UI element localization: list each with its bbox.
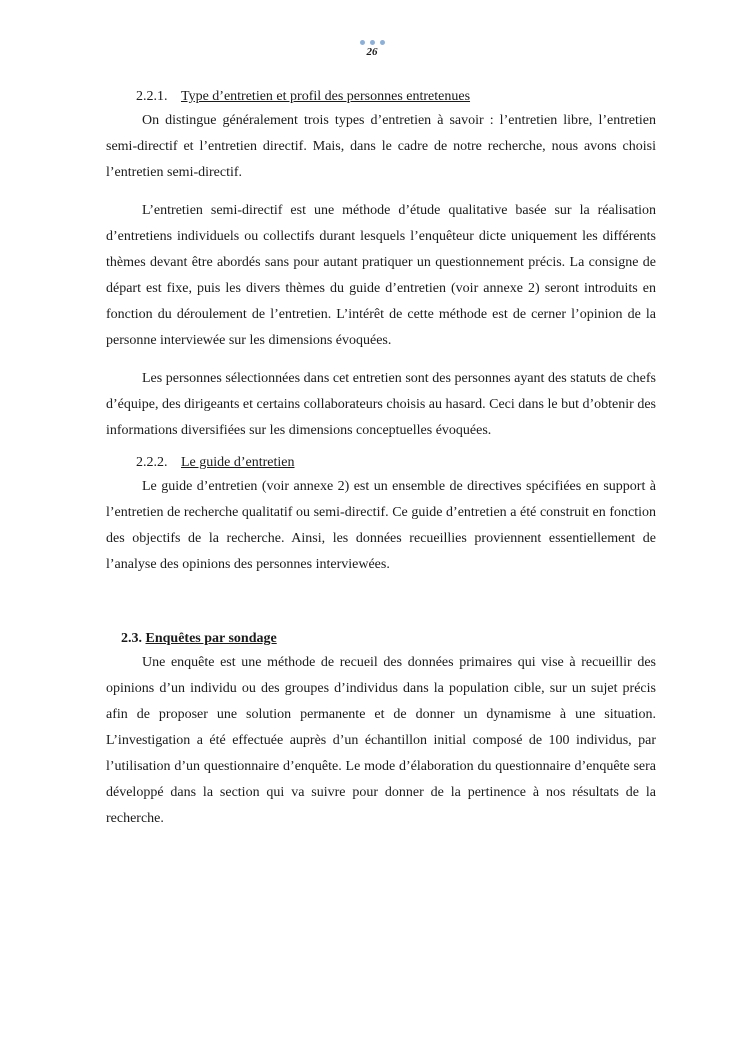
paragraph: L’entretien semi-directif est une méthode d’étude qualitative basée sur la réalisation d’entretiens individuels ou collectifs durant lesquels l’enquêteur dicte uniquement les différents thèmes devant être abordés sans pour autant pratiquer un questionnement précis. La consigne de départ est fixe, puis les divers thèmes du guide d’entretien (voir annexe 2) seront introduits en fonction du déroulement de l’entretien. L’intérêt de cette méthode est de cerner l’opinion de la personne interviewée sur les dimensions évoquées. [106, 203, 656, 348]
dot-icon [360, 40, 365, 45]
paragraph: On distingue généralement trois types d’entretien à savoir : l’entretien libre, l’entretien semi-directif et l’entretien directif. Mais, dans le cadre de notre recherche, nous avons choisi l’entretien semi-directif. [106, 113, 656, 180]
section-heading-2-3 [106, 628, 656, 650]
page-number: 26 [366, 46, 378, 58]
dot-icon [370, 40, 375, 45]
subsection-title: Le guide d’entretien [181, 455, 295, 470]
section-title: Enquêtes par sondage [145, 631, 277, 646]
section-number: 2.3. [121, 631, 142, 646]
page-header [0, 40, 744, 58]
paragraph: Les personnes sélectionnées dans cet entretien sont des personnes ayant des statuts de chefs d’équipe, des dirigeants et certains collaborateurs choisis au hasard. Ceci dans le but d’obtenir des informations diversifiées sur les dimensions conceptuelles évoquées. [106, 371, 656, 438]
subsection-heading-2-2-1 [106, 86, 656, 108]
page-content [106, 86, 656, 832]
paragraph: Une enquête est une méthode de recueil des données primaires qui vise à recueillir des opinions d’un individu ou des groupes d’individus dans la population cible, sur un sujet précis afin de proposer une solution permanente et de donner un dynamisme à une situation. L’investigation a été effectuée auprès d’un échantillon initial composé de 100 individus, par l’utilisation d’un questionnaire d’enquête. Le mode d’élaboration du questionnaire d’enquête sera développé dans la section qui va suivre pour donner de la pertinence à nos résultats de la recherche. [106, 655, 656, 826]
subsection-heading-2-2-2 [106, 452, 656, 474]
paragraph: Le guide d’entretien (voir annexe 2) est un ensemble de directives spécifiées en support à l’entretien de recherche qualitatif ou semi-directif. Ce guide d’entretien a été construit en fonction des objectifs de la recherche. Ainsi, les données recueillies proviennent essentiellement de l’analyse des opinions des personnes interviewées. [106, 479, 656, 572]
subsection-number: 2.2.2. [136, 455, 168, 470]
dot-icon [380, 40, 385, 45]
subsection-number: 2.2.1. [136, 89, 168, 104]
subsection-title: Type d’entretien et profil des personnes entretenues [181, 89, 471, 104]
